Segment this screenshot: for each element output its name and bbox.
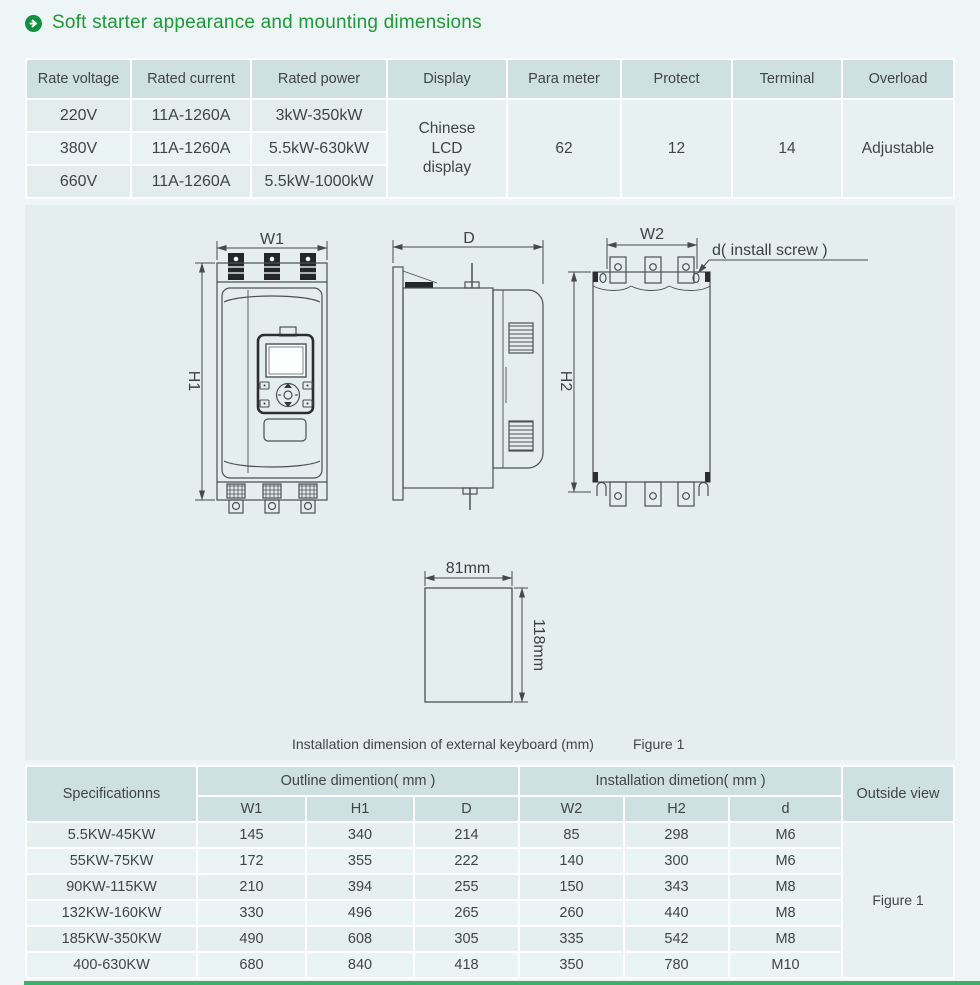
install-screw-label: d( install screw ) xyxy=(712,242,828,259)
header-protect: Protect xyxy=(622,60,731,98)
table-cell: 55KW-75KW xyxy=(27,849,196,873)
header-parameter: Para meter xyxy=(508,60,620,98)
table-cell: 220V xyxy=(27,100,130,131)
table-row xyxy=(27,927,953,951)
table-cell: 343 xyxy=(625,875,728,899)
outside-view-cell: Figure 1 xyxy=(843,823,953,977)
table-cell: 380V xyxy=(27,133,130,164)
table-row xyxy=(27,953,953,977)
table-row xyxy=(27,875,953,899)
header-d: D xyxy=(415,797,518,821)
front-keypad xyxy=(258,327,313,413)
spec-table-header-row xyxy=(27,60,953,98)
table-cell: 542 xyxy=(625,927,728,951)
overload-value-cell: Adjustable xyxy=(843,100,953,197)
header-display: Display xyxy=(388,60,506,98)
table-cell: 5.5kW-1000kW xyxy=(252,166,386,197)
table-cell: 5.5kW-630kW xyxy=(252,133,386,164)
table-cell: 840 xyxy=(307,953,413,977)
table-cell: 260 xyxy=(520,901,623,925)
table-cell: 140 xyxy=(520,849,623,873)
table-cell: 394 xyxy=(307,875,413,899)
table-cell: 780 xyxy=(625,953,728,977)
front-view-drawing xyxy=(185,231,327,513)
table-cell: 300 xyxy=(625,849,728,873)
header-d-screw: d xyxy=(730,797,841,821)
table-cell: 496 xyxy=(307,901,413,925)
table-cell: 440 xyxy=(625,901,728,925)
header-w1: W1 xyxy=(198,797,305,821)
table-cell: 11A-1260A xyxy=(132,133,250,164)
drawing-panel xyxy=(25,205,955,760)
table-cell: 608 xyxy=(307,927,413,951)
dimension-table xyxy=(25,765,955,979)
keyboard-height-label: 118mm xyxy=(530,618,547,672)
header-overload: Overload xyxy=(843,60,953,98)
table-cell: 298 xyxy=(625,823,728,847)
table-cell: 330 xyxy=(198,901,305,925)
table-cell: 400-630KW xyxy=(27,953,196,977)
rear-top-tabs xyxy=(610,257,694,283)
header-outline-dimension: Outline dimention( mm ) xyxy=(198,767,518,795)
display-value-cell xyxy=(388,100,506,197)
header-installation-dimension: Installation dimetion( mm ) xyxy=(520,767,841,795)
title-bullet-icon xyxy=(25,15,42,32)
display-value: Chinese LCD display xyxy=(418,120,476,177)
header-h2: H2 xyxy=(625,797,728,821)
front-bottom-terminals xyxy=(227,484,317,513)
header-outside-view: Outside view xyxy=(843,767,953,821)
header-specifications: Specificationns xyxy=(27,767,196,821)
table-row xyxy=(27,849,953,873)
table-cell: 350 xyxy=(520,953,623,977)
table-cell: M8 xyxy=(730,927,841,951)
technical-drawings xyxy=(25,205,955,760)
parameter-value-cell: 62 xyxy=(508,100,620,197)
table-cell: M6 xyxy=(730,823,841,847)
table-row xyxy=(27,823,953,847)
table-cell: 255 xyxy=(415,875,518,899)
table-cell: 90KW-115KW xyxy=(27,875,196,899)
header-h1: H1 xyxy=(307,797,413,821)
header-w2: W2 xyxy=(520,797,623,821)
h2-label: H2 xyxy=(557,370,574,392)
spec-table xyxy=(25,58,955,199)
w1-label: W1 xyxy=(260,231,284,248)
keyboard-width-label: 81mm xyxy=(445,560,491,577)
table-cell: 5.5KW-45KW xyxy=(27,823,196,847)
table-cell: M8 xyxy=(730,875,841,899)
table-cell: M6 xyxy=(730,849,841,873)
table-cell: 660V xyxy=(27,166,130,197)
table-cell: 222 xyxy=(415,849,518,873)
header-rated-power: Rated power xyxy=(252,60,386,98)
table-cell: 265 xyxy=(415,901,518,925)
table-cell: M8 xyxy=(730,901,841,925)
table-cell: 214 xyxy=(415,823,518,847)
table-cell: 185KW-350KW xyxy=(27,927,196,951)
table-cell: 490 xyxy=(198,927,305,951)
table-row xyxy=(27,100,953,131)
side-view-drawing xyxy=(393,230,543,510)
rear-view-drawing xyxy=(557,226,868,506)
keyboard-caption: Installation dimension of external keyboard (mm) xyxy=(292,736,594,752)
bottom-accent-bar xyxy=(24,981,980,985)
w2-label: W2 xyxy=(640,226,664,243)
table-cell: 335 xyxy=(520,927,623,951)
table-cell: 150 xyxy=(520,875,623,899)
table-cell: 85 xyxy=(520,823,623,847)
table-cell: 210 xyxy=(198,875,305,899)
table-row xyxy=(27,901,953,925)
page-title-row xyxy=(25,12,482,34)
table-cell: M10 xyxy=(730,953,841,977)
protect-value-cell: 12 xyxy=(622,100,731,197)
rear-bottom-tabs xyxy=(597,482,708,506)
table-cell: 11A-1260A xyxy=(132,166,250,197)
header-rated-current: Rated current xyxy=(132,60,250,98)
dim-table-group-header-row xyxy=(27,767,953,795)
table-cell: 418 xyxy=(415,953,518,977)
table-cell: 172 xyxy=(198,849,305,873)
table-cell: 680 xyxy=(198,953,305,977)
table-cell: 11A-1260A xyxy=(132,100,250,131)
table-cell: 340 xyxy=(307,823,413,847)
figure-caption: Figure 1 xyxy=(633,736,685,752)
page-title: Soft starter appearance and mounting dimensions xyxy=(52,12,482,33)
h1-label: H1 xyxy=(185,370,202,392)
header-rate-voltage: Rate voltage xyxy=(27,60,130,98)
table-cell: 132KW-160KW xyxy=(27,901,196,925)
header-terminal: Terminal xyxy=(733,60,841,98)
terminal-value-cell: 14 xyxy=(733,100,841,197)
table-cell: 355 xyxy=(307,849,413,873)
keyboard-drawing xyxy=(425,560,547,702)
table-cell: 305 xyxy=(415,927,518,951)
table-cell: 145 xyxy=(198,823,305,847)
table-cell: 3kW-350kW xyxy=(252,100,386,131)
d-label: D xyxy=(463,230,475,247)
